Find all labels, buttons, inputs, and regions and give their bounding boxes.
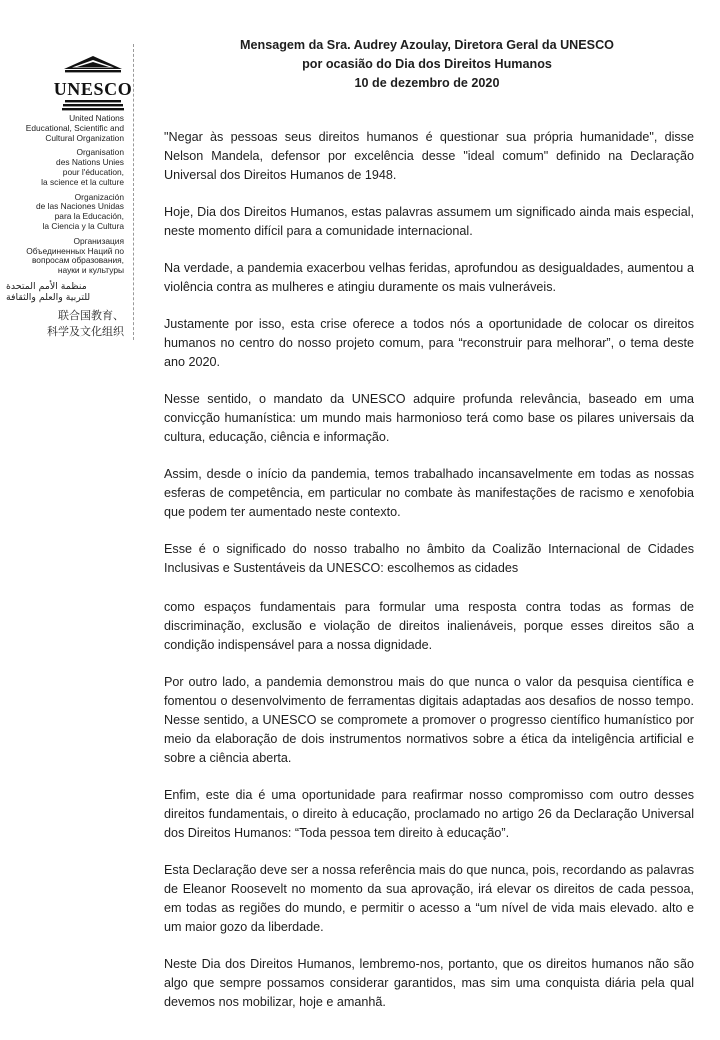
- org-name-french: Organisation des Nations Unies pour l'éducation, la science et la culture: [41, 147, 124, 187]
- org-name-chinese: 联合国教育、 科学及文化组织: [47, 308, 124, 338]
- message-body: [164, 128, 694, 1030]
- header-occasion: por ocasião do Dia dos Direitos Humanos: [302, 57, 552, 71]
- paragraph: Esse é o significado do nosso trabalho no âmbito da Coalizão Internacional de Cidades Inclusivas e Sustentáveis da UNESCO: escolhemos as cidades: [164, 542, 694, 575]
- org-name-arabic: منظمة الأمم المتحدة للتربية والعلم والثقافة: [6, 280, 91, 303]
- unesco-temple-icon: [53, 54, 133, 114]
- paragraph: "Negar às pessoas seus direitos humanos é questionar sua própria humanidade", disse Nelson Mandela, defensor por excelência desse "ideal comum" definido na Declaração Universal dos Direitos Humanos de 1948.: [164, 130, 694, 182]
- paragraph: Esta Declaração deve ser a nossa referência mais do que nunca, pois, recordando as palavras de Eleanor Roosevelt no momento da sua aprovação, irá elevar os direitos de cada pessoa, em todas as regiões do mundo, e permitir o acesso a “um nível de vida mais elevado. alto e um maior gozo da liberdade.: [164, 863, 694, 934]
- paragraph: Assim, desde o início da pandemia, temos trabalhado incansavelmente em todas as nossas esferas de competência, em particular no combate às manifestações de racismo e xenofobia que podem ter aumentado neste contexto.: [164, 467, 694, 519]
- paragraph: como espaços fundamentais para formular uma resposta contra todas as formas de discriminação, exclusão e violação de direitos inalienáveis, porque esses direitos são a condição indispensável para a nossa dignidade.: [164, 600, 694, 652]
- header-title: Mensagem da Sra. Audrey Azoulay, Diretora Geral da UNESCO: [240, 38, 614, 52]
- org-name-russian: Организация Объединенных Наций по вопросам образования, науки и культуры: [26, 235, 124, 276]
- unesco-logo: [53, 54, 133, 114]
- paragraph: Neste Dia dos Direitos Humanos, lembremo-nos, portanto, que os direitos humanos não são algo que sempre possamos considerar garantidos, mas sim uma conquista diária pela qual devemos nos mobilizar, hoje e amanhã.: [164, 957, 694, 1009]
- sidebar-divider: [133, 44, 134, 340]
- org-name-english: United Nations Educational, Scientific and Cultural Organization: [25, 113, 124, 143]
- paragraph: Justamente por isso, esta crise oferece a todos nós a oportunidade de colocar os direitos humanos no centro do nosso projeto comum, para “reconstruir para melhorar”, o tema deste ano 2020.: [164, 317, 694, 369]
- paragraph: Nesse sentido, o mandato da UNESCO adquire profunda relevância, baseado em uma convicção humanística: um mundo mais harmonioso terá como base os pilares universais da cultura, educação, ciência e informação.: [164, 392, 694, 444]
- header-date: 10 de dezembro de 2020: [354, 76, 500, 90]
- paragraph: Por outro lado, a pandemia demonstrou mais do que nunca o valor da pesquisa científica e fomentou o desenvolvimento de ferramentas digitais adaptadas aos desafios de nosso tempo. Nesse sentido, a UNESCO se compromete a promover o progresso científico humanístico por meio da elaboração de dois instrumentos normativos sobre a ética da inteligência artificial e sobre a ciência aberta.: [164, 675, 694, 765]
- paragraph: Na verdade, a pandemia exacerbou velhas feridas, aprofundou as desigualdades, aumentou a violência contra as mulheres e atingiu duramente os mais vulneráveis.: [164, 261, 694, 294]
- paragraph: Hoje, Dia dos Direitos Humanos, estas palavras assumem um significado ainda mais especial, neste momento difícil para a comunidade internacional.: [164, 205, 694, 238]
- paragraph: Enfim, este dia é uma oportunidade para reafirmar nosso compromisso com outro desses direitos fundamentais, o direito à educação, proclamado no artigo 26 da Declaração Universal dos Direitos Humanos: “Toda pessoa tem direito à educação”.: [164, 788, 694, 840]
- logo-lettering: UNESCO: [53, 79, 133, 99]
- org-name-spanish: Organización de las Naciones Unidas para la Educación, la Ciencia y la Cultura: [36, 191, 124, 231]
- message-header: [140, 36, 714, 93]
